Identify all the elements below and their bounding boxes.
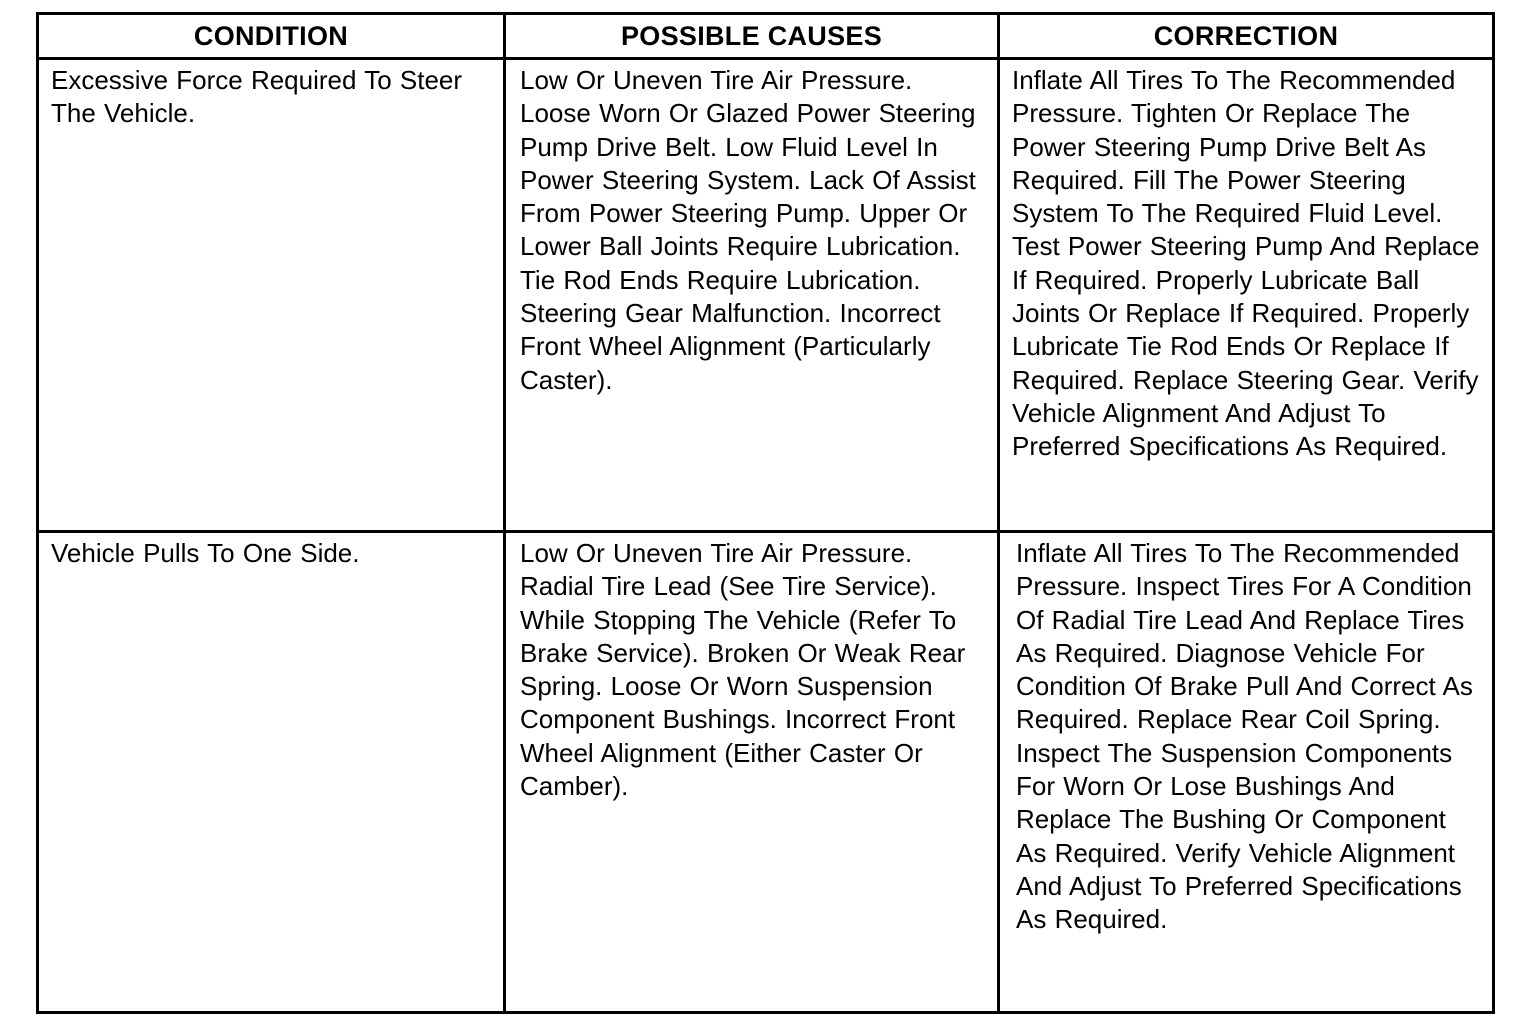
condition-cell: Vehicle Pulls To One Side. bbox=[38, 532, 505, 1013]
possible-causes-cell: Low Or Uneven Tire Air Pressure. Radial Tire Lead (See Tire Service). While Stopping The Vehicle (Refer To Brake Service). Broken Or Weak Rear Spring. Loose Or Worn Suspension Component Bushings. Incorrect Front Wheel Alignment (Either Caster Or Camber). bbox=[505, 532, 999, 1013]
table-row bbox=[38, 59, 1494, 532]
possible-causes-cell: Low Or Uneven Tire Air Pressure. Loose Worn Or Glazed Power Steering Pump Drive Belt. Low Fluid Level In Power Steering System. Lack Of Assist From Power Steering Pump. Upper Or Lower Ball Joints Require Lubrication. Tie Rod Ends Require Lubrication. Steering Gear Malfunction. Incorrect Front Wheel Alignment (Particularly Caster). bbox=[505, 59, 999, 532]
table-row bbox=[38, 532, 1494, 1013]
table-body bbox=[38, 59, 1494, 1013]
header-correction: CORRECTION bbox=[999, 14, 1494, 59]
condition-cell: Excessive Force Required To Steer The Vehicle. bbox=[38, 59, 505, 532]
header-condition: CONDITION bbox=[38, 14, 505, 59]
correction-cell: Inflate All Tires To The Recommended Pressure. Tighten Or Replace The Power Steering Pump Drive Belt As Required. Fill The Power Steering System To The Required Fluid Level. Test Power Steering Pump And Replace If Required. Properly Lubricate Ball Joints Or Replace If Required. Properly Lubricate Tie Rod Ends Or Replace If Required. Replace Steering Gear. Verify Vehicle Alignment And Adjust To Preferred Specifications As Required. bbox=[999, 59, 1494, 532]
header-row bbox=[38, 14, 1494, 59]
diagnosis-table bbox=[36, 12, 1495, 1014]
header-possible-causes: POSSIBLE CAUSES bbox=[505, 14, 999, 59]
correction-cell: Inflate All Tires To The Recommended Pressure. Inspect Tires For A Condition Of Radial Tire Lead And Replace Tires As Required. Diagnose Vehicle For Condition Of Brake Pull And Correct As Required. Replace Rear Coil Spring. Inspect The Suspension Components For Worn Or Lose Bushings And Replace The Bushing Or Component As Required. Verify Vehicle Alignment And Adjust To Preferred Specifications As Required. bbox=[999, 532, 1494, 1013]
table-header bbox=[38, 14, 1494, 59]
